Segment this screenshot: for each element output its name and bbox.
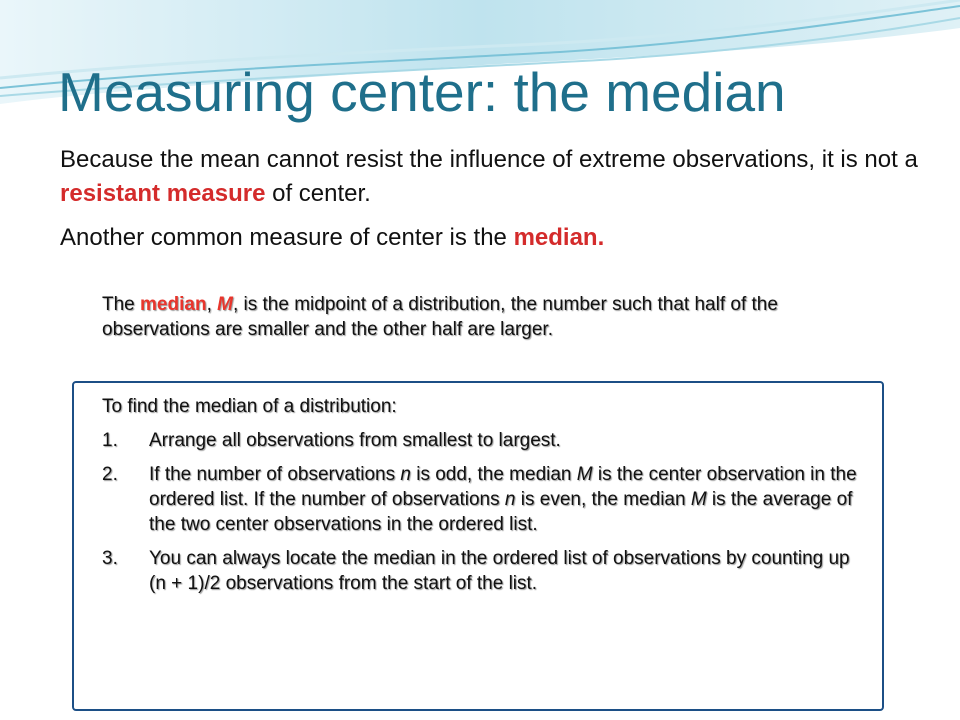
resistant-measure-term: resistant measure xyxy=(60,180,266,207)
slide-title: Measuring center: the median xyxy=(58,61,786,123)
definition-m-symbol: M xyxy=(217,294,233,315)
step-number: 1. xyxy=(102,430,118,451)
step-text: Arrange all observations from smallest to largest. xyxy=(149,430,561,451)
definition-median-word: median xyxy=(140,294,207,315)
steps-lead: To find the median of a distribution: xyxy=(102,396,397,417)
median-term: median xyxy=(513,224,598,251)
step-text: You can always locate the median in the ordered list of observations by counting up (n + 1)/2 observations from the start of the list. xyxy=(149,548,850,594)
step-text: If the number of observations n is odd, the median M is the center observation in the ordered list. If the number of observations n is even, the median M is the average of the two center observations in the ordered list. xyxy=(149,464,857,535)
intro-paragraph-median: Another common measure of center is the median. xyxy=(60,224,605,251)
step-item-3 xyxy=(102,546,862,596)
step-item-2 xyxy=(102,462,862,537)
step-number: 2. xyxy=(102,464,118,485)
intro-text xyxy=(60,143,930,255)
step-item-1 xyxy=(102,428,862,453)
intro-paragraph-resistant: Because the mean cannot resist the influence of extreme observations, it is not a resistant measure of center. xyxy=(60,146,918,207)
median-steps xyxy=(102,394,862,605)
steps-list xyxy=(102,428,862,596)
step-number: 3. xyxy=(102,548,118,569)
median-definition: The median, M, is the midpoint of a distribution, the number such that half of the observations are smaller and the other half are larger. xyxy=(102,294,778,340)
